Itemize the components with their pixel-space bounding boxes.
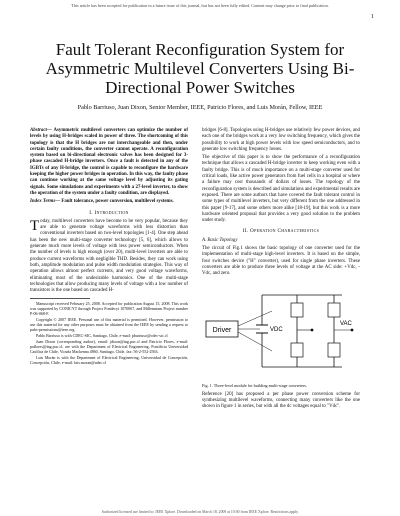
switch-s4	[328, 343, 340, 357]
abstract-text: — Asymmetric multilevel converters can optimize the number of levels by using H-bridges scaled in power of three. The shortcoming of this topology is that the H bridges are not interchangeable and then, under certain faulty conditions, the converter cannot operate. A reconfiguration system based on bi-directional electronic valves has been designed for 3-phase cascaded H-bridge inverters. Once a fault is detected in any of the IGBTs of any H-bridge, the control is capable to reconfigure the hardware keeping the higher power bridges in operation. In this way, the faulty phase can continue working at the same voltage level by adjusting its gating signals. Some simulations and experiments with a 27-level inverter, to show the operation of the system under a faulty condition, are displayed.	[30, 128, 188, 196]
abstract	[30, 128, 188, 197]
gate-signal-line	[238, 332, 272, 351]
gate-signal-line	[238, 311, 272, 326]
footnotes	[30, 301, 188, 365]
drop-cap: T	[30, 217, 40, 234]
introduction-paragraph	[30, 219, 188, 295]
body-paragraph-1: bridges [6-8]. Topologies using H-bridges use relatively few power devices, and each one of the bridges work at a very low switching frequency, which gives the possibility to work at high power levels with low speed semiconductors, and to generate low switching frequency losses.	[202, 128, 360, 152]
introduction-text: oday, multilevel converters have become to be very popular, because they are able to generate voltage waveforms with less distortion than conventional inverters based on two-level topologies [1-4]. One step ahead has been the new multi-stage converter technology [5, 6], which allows to generate much more levels of voltage with less power semiconductors. When the number of levels is high enough (over 20), multi-level inverters are able to produce current waveforms with negligible THD. Besides, they can work using both, amplitude modulation and pulse width modulation strategies. This way of operation allows almost perfect currents, and very good voltage waveforms, eliminating most of the undesirable harmonics. One of the multi-stage technologies that allow producing many levels of voltage with a low number of transistors is the one based on cascaded H-	[30, 218, 188, 294]
body-paragraph-4: Reference [20] has proposed a per phase power conversion scheme for synthesizing multilevel waveforms, connecting many converters like the one shown in figure 1 in series, but with all the dc voltages equal to "Vdc".	[202, 391, 360, 410]
index-terms-lead: Index Terms	[30, 199, 56, 205]
left-column	[30, 128, 188, 366]
vdc-label: VDC	[270, 326, 283, 333]
footnote-author-moran: Luis Morán is with the Department of Electrical Engineering, Universidad de Concepción, Concepción, Chile, e-mail: luis.moran@udec.cl	[30, 355, 188, 366]
body-paragraph-3: The circuit of Fig.1 shows the basic topology of one converter used for the implementation of multi-stage high-level inverters. It is based on the simple, four switches device ("H" converter), used for single phase inverters. These converters are able to produce three levels of voltage at the AC side: +Vdc, -Vdc, and zero.	[202, 246, 360, 277]
footnote-author-dixon-flores: Juan Dixon (corresponding author), email: jdixon@ing.puc.cl and Patricio Flores, e-mail: paflores@ing.puc.cl, are with the Department of Electrical Engineering, Pontificia Universidad Católica de Chile, Vicuña Mackenna 4860, Santiago, Chile, fax: 56-2-552-2563.	[30, 339, 188, 355]
ac-terminal	[351, 328, 354, 331]
index-terms	[30, 199, 188, 205]
license-footer: Authorized licensed use limited to: IEEE Xplore. Downloaded on March 18, 2009 at 10:00 from IEEE Xplore. Restrictions apply.	[101, 510, 299, 514]
driver-label: Driver	[212, 326, 232, 334]
ac-terminal	[311, 328, 314, 331]
figure-1-caption: Fig. 1. Three-level module for building multi-stage converters.	[202, 382, 308, 388]
subsection-heading-basic-topology: A. Basic Topology	[202, 237, 238, 243]
author-line: Pablo Barriuso, Juan Dixon, Senior Member, IEEE, Patricio Flores, and Luis Morán, Fellow, IEEE	[77, 104, 323, 111]
switch-s2	[291, 343, 303, 357]
h-bridge-diagram	[202, 281, 360, 381]
right-column	[202, 128, 360, 412]
paper-title: Fault Tolerant Reconfiguration System for Asymmetric Multilevel Converters Using Bi-Directional Power Switches	[45, 40, 355, 97]
body-paragraph-2: The objective of this paper is to show the performance of a reconfiguration technique that allows a cascaded H-bridge inverter to keep working even with a faulty bridge. This is of much importance on a multi-stage converter used for critical loads, like active power generators from fuel cells in a hospital or where a failure may cost thousands of dollars of losses. The topology of the reconfiguration system is described and simulations and experimental results are exposed. There are some authors that have covered the fault tolerant control in some types of multilevel inverters, but very different from the one addressed in this paper [9-17], and some others more alike [18-19], but this work is a more hardware oriented proposal that provides a very good solution to the problem under study.	[202, 155, 360, 224]
switch-s3	[328, 303, 340, 317]
switch-s1	[291, 303, 303, 317]
index-terms-text: — Fault tolerance, power conversion, multilevel systems.	[55, 199, 174, 205]
figure-1-circuit	[202, 281, 360, 381]
publication-banner: This article has been accepted for publication in a future issue of this journal, but has not been fully edited. Content may change prior to final publication.	[71, 3, 329, 8]
footnote-copyright: Copyright © 2007 IEEE. Personal use of this material is permitted. However, permission to use this material for any other purposes must be obtained from the IEEE by sending a request to pubs-permissions@ieee.org.	[30, 317, 188, 333]
footnote-manuscript: Manuscript received February 25, 2008. Accepted for publication August 15, 2008. This work was supported by CONICYT through Project Fondecyt 1070067, and Millennium Project number P-06-068-F.	[30, 301, 188, 317]
footnote-divider	[30, 298, 90, 299]
vac-label: VAC	[340, 320, 352, 327]
section-heading-operation: II. Operation Characteristics	[242, 228, 320, 235]
footnote-author-barriuso: Pablo Barriuso is with CDEC-SIC, Santiago, Chile, e-mail: pbarriuso@cdec-sic.cl	[36, 333, 168, 339]
abstract-lead: Abstract	[30, 128, 47, 133]
page-number: 1	[371, 14, 374, 20]
section-heading-introduction: I. Introduction	[89, 209, 129, 216]
